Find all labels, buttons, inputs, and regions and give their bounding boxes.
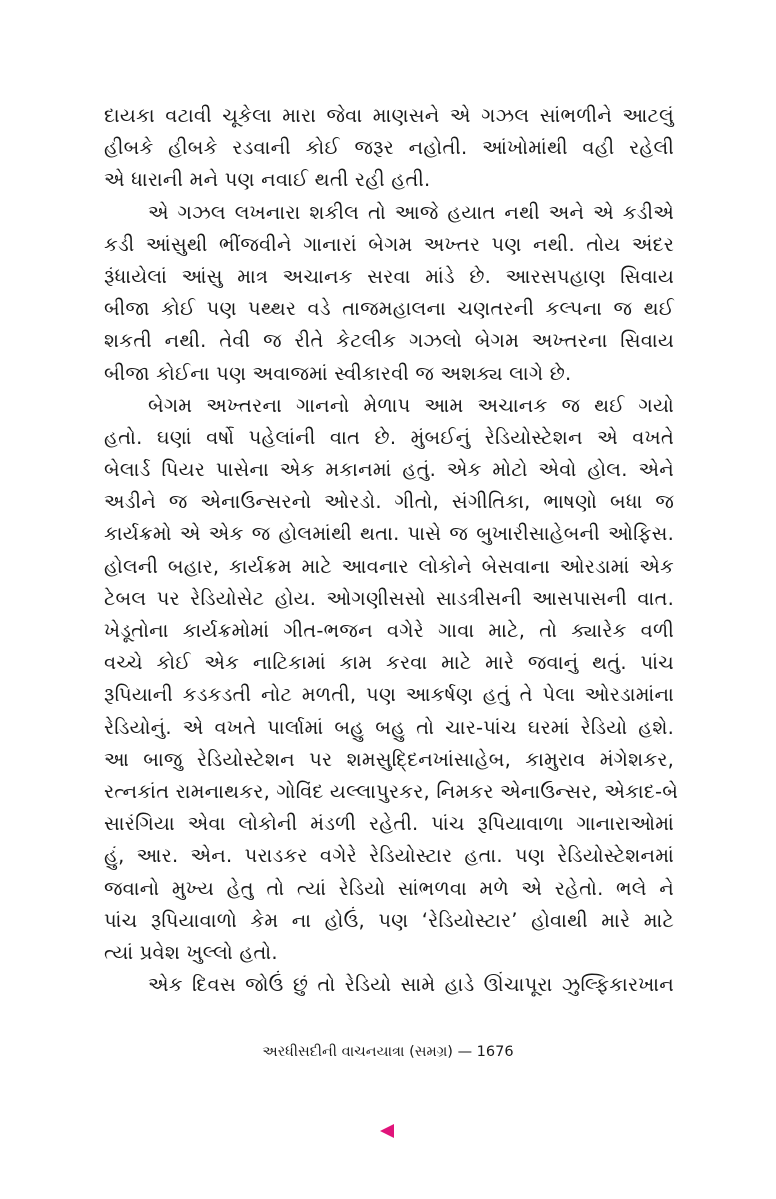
paragraph-line: ત્યાં પ્રવેશ ખુલ્લો હતો. <box>104 940 278 964</box>
paragraph-line: આ બાજુ રેડિયોસ્ટેશન પર શમસુદ્દિનખાંસાહેબ, કામુરાવ મંગેશકર, <box>104 747 674 771</box>
paragraph-line: એક દિવસ જોઉં છું તો રેડિયો સામે હાડે ઊંચાપૂરા ઝુલ્ફિકારખાન <box>148 973 674 997</box>
paragraph-line: રૂપિયાની કડકડતી નોટ મળતી, પણ આકર્ષણ હતું તે પેલા ઓરડામાંના <box>104 683 674 707</box>
paragraph-line: હોલની બહાર, કાર્યક્રમ માટે આવનાર લોકોને બેસવાના ઓરડામાં એક <box>104 554 674 578</box>
paragraph-line: એ ધારાની મને પણ નવાઈ થતી રહી હતી. <box>104 168 431 192</box>
paragraph-line: એ ગઝલ લખનારા શકીલ તો આજે હયાત નથી અને એ કડીએ <box>148 200 674 224</box>
paragraph-line: વચ્ચે કોઈ એક નાટિકામાં કામ કરવા માટે મારે જવાનું થતું. પાંચ <box>104 651 674 675</box>
paragraph-line: પાંચ રૂપિયાવાળો કેમ ના હોઉં, પણ ‘રેડિયોસ્ટાર’ હોવાથી મારે માટે <box>104 908 674 932</box>
paragraph-line: કડી આંસુથી ભીંજવીને ગાનારાં બેગમ અખ્તર પણ નથી. તોય અંદર <box>104 232 674 256</box>
paragraph-line: શકતી નથી. તેવી જ રીતે કેટલીક ગઝલો બેગમ અખ્તરના સિવાય <box>104 329 674 353</box>
paragraph-line: ખેડૂતોના કાર્યક્રમોમાં ગીત-ભજન વગેરે ગાવા માટે, તો ક્યારેક વળી <box>104 619 674 642</box>
paragraph-3 <box>104 390 679 969</box>
paragraph-4 <box>104 969 674 1001</box>
paragraph-line: જવાનો મુખ્ય હેતુ તો ત્યાં રેડિયો સાંભળવા મળે એ રહેતો. ભલે ને <box>104 876 674 900</box>
paragraph-line: હતો. ઘણાં વર્ષો પહેલાંની વાત છે. મુંબઈનું રેડિયોસ્ટેશન એ વખતે <box>104 425 674 449</box>
paragraph-line: અડીને જ એનાઉન્સરનો ઓરડો. ગીતો, સંગીતિકા, ભાષણો બધા જ <box>104 490 674 514</box>
paragraph-line: ટેબલ પર રેડિયોસેટ હોય. ઓગણીસસો સાડત્રીસની આસપાસની વાત. <box>104 586 674 610</box>
paragraph-line: બીજા કોઈ પણ પથ્થર વડે તાજમહાલના ચણતરની કલ્પના જ થઈ <box>104 297 674 321</box>
paragraph-line: દાયકા વટાવી ચૂકેલા મારા જેવા માણસને એ ગઝલ સાંભળીને આટલું <box>104 104 674 127</box>
paragraph-line: રેડિયોનું. એ વખતે પાર્લામાં બહુ બહુ તો ચાર-પાંચ ઘરમાં રેડિયો હશે. <box>104 715 674 739</box>
paragraph-line: કાર્યક્રમો એ એક જ હોલમાંથી થતા. પાસે જ બુખારીસાહેબની ઓફિસ. <box>104 522 674 546</box>
paragraph-line: બીજા કોઈના પણ અવાજમાં સ્વીકારવી જ અશક્ય લાગે છે. <box>104 361 572 385</box>
page-body <box>104 100 679 1001</box>
paragraph-line: બેલાર્ડ પિયર પાસેના એક મકાનમાં હતું. એક મોટો એવો હોલ. એને <box>104 458 674 482</box>
paragraph-line: હીબકે હીબકે રડવાની કોઈ જરૂર નહોતી. આંખોમાંથી વહી રહેલી <box>104 136 674 160</box>
paragraph-line: બેગમ અખ્તરના ગાનનો મેળાપ આમ અચાનક જ થઈ ગયો <box>148 393 674 417</box>
page-footer: અરધીસદીની વાચનયાત્રા (સમગ્ર) — 1676 <box>262 1044 514 1060</box>
paragraph-line: રત્નકાંત રામનાથકર, ગોવિંદ યલ્લાપુરકર, નિમકર એનાઉન્સર, એકાદ-બે <box>104 779 679 803</box>
paragraph-line: સારંગિયા એવા લોકોની મંડળી રહેતી. પાંચ રૂપિયાવાળા ગાનારાઓમાં <box>104 812 674 836</box>
left-triangle-icon[interactable] <box>380 1124 394 1138</box>
paragraph-1 <box>104 100 674 197</box>
paragraph-2 <box>104 197 674 390</box>
paragraph-line: હું, આર. એન. પરાડકર વગેરે રેડિયોસ્ટાર હતા. પણ રેડિયોસ્ટેશનમાં <box>104 844 674 868</box>
paragraph-line: રૂંધાયેલાં આંસુ માત્ર અચાનક સરવા માંડે છે. આરસપહાણ સિવાય <box>104 264 674 288</box>
